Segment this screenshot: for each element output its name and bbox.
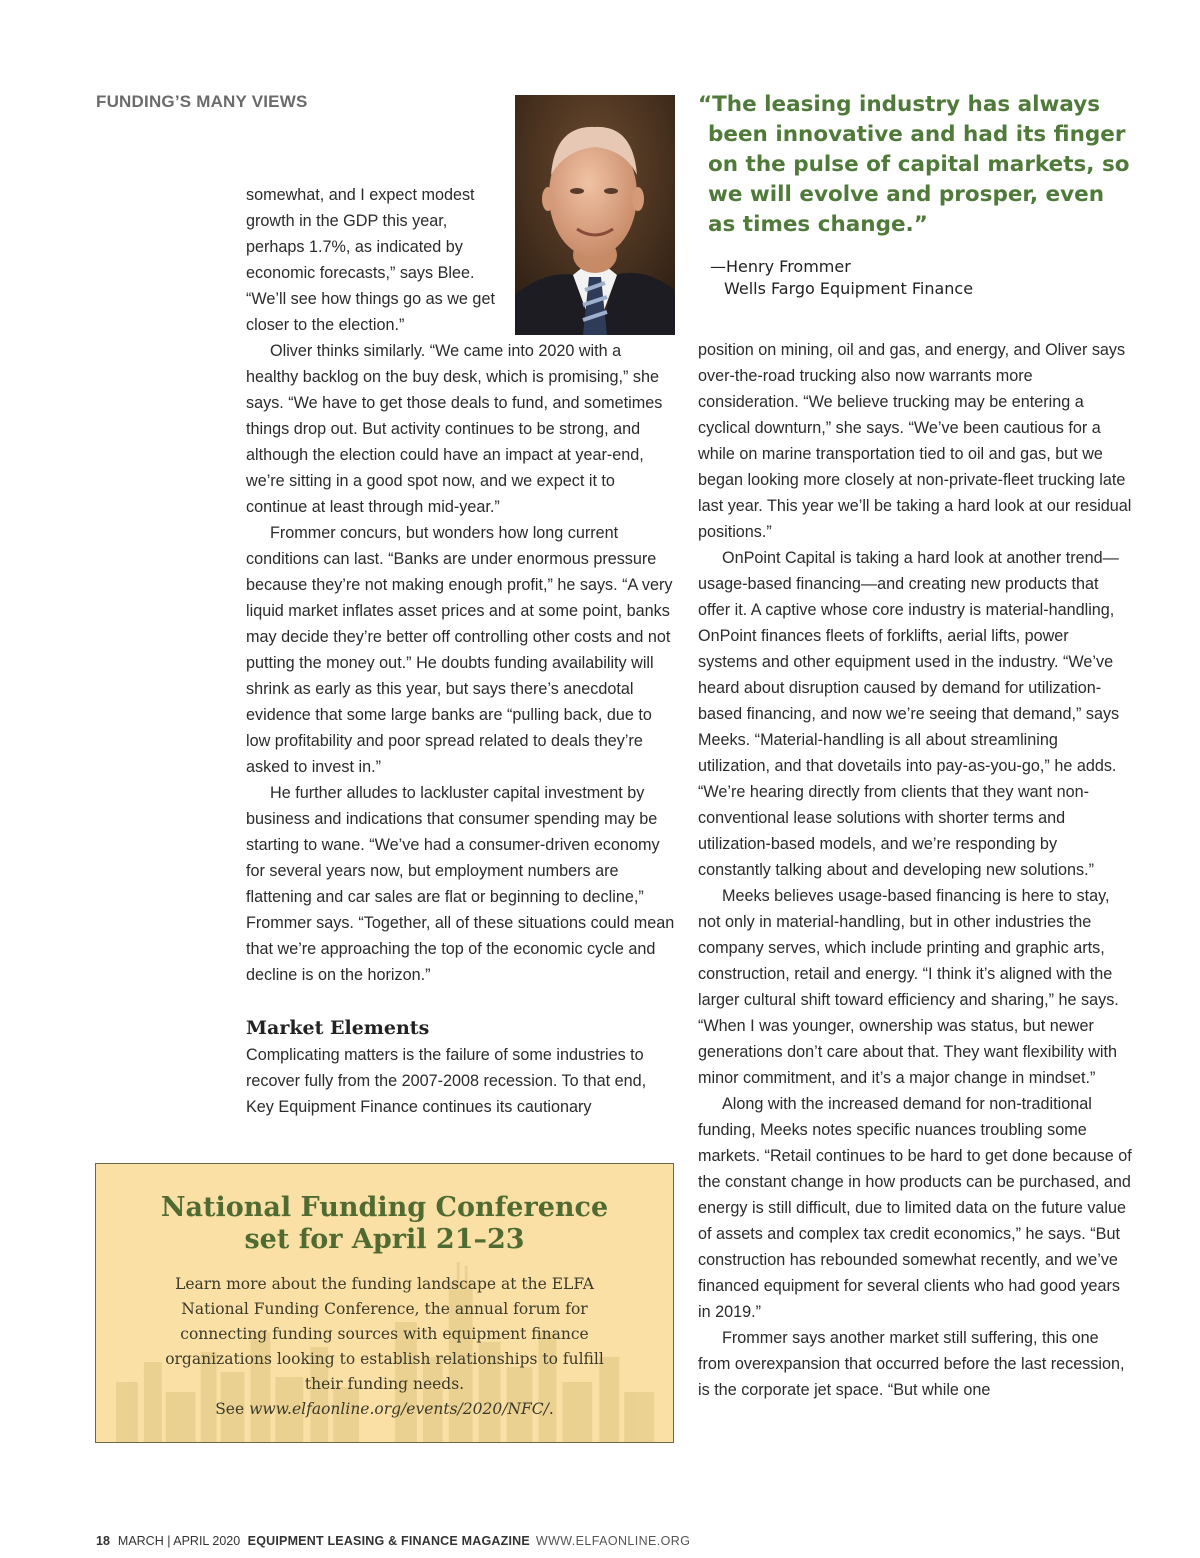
body-paragraph: He further alludes to lackluster capital investment by business and indications that consumer spending may be starting to wane. “We’ve had a consumer-driven economy for several years now, but employment numbers are flattening and car sales are flat or beginning to decline,” Frommer says. “Together, all of these situations could mean that we’re approaching the top of the economic cycle and decline is on the horizon.”: [246, 784, 675, 984]
body-paragraph: Along with the increased demand for non-traditional funding, Meeks notes specific nuances troubling some markets. “Retail continues to be hard to get done because of the constant change in how products can be purchased, and energy is still difficult, due to limited data on the future value of assets and complex tax credit economics,” he says. “But construction has rebounded somewhat recently, and we’ve financed equipment for several clients who had good years in 2019.”: [698, 1095, 1132, 1321]
conference-sidebar: [95, 1163, 674, 1443]
body-paragraph: Meeks believes usage-based financing is here to stay, not only in material-handling, but in other industries the company serves, which include printing and graphic arts, construction, retail and energy. “I think it’s aligned with the larger cultural shift toward efficiency and sharing,” he says. “When I was younger, ownership was status, but newer generations don’t care about that. They want flexibility with minor commitment, and it’s a major change in mindset.”: [698, 887, 1119, 1087]
section-label: FUNDING’S MANY VIEWS: [96, 92, 308, 111]
left-column: [246, 182, 676, 1120]
right-column: [698, 337, 1132, 1403]
magazine-title: EQUIPMENT LEASING & FINANCE MAGAZINE: [247, 1534, 530, 1548]
body-paragraph: OnPoint Capital is taking a hard look at another trend—usage-based financing—and creating new products that offer it. A captive whose core industry is material-handling, OnPoint finances fleets of forklifts, aerial lifts, power systems and other equipment used in the industry. “We’ve heard about disruption caused by demand for utilization-based financing, and now we’re seeing that demand,” says Meeks. “Material-handling is all about streamlining utilization, and that dovetails into pay-as-you-go,” he adds. “We’re hearing directly from clients that they want non-conventional lease solutions with shorter terms and utilization-based models, and we’re responding by constantly talking about and developing new solutions.”: [698, 549, 1120, 879]
see-label: See: [215, 1400, 245, 1418]
pull-quote: [698, 90, 1138, 240]
sidebar-title-line-2: set for April 21–23: [244, 1224, 525, 1255]
subhead-market-elements: Market Elements: [246, 1017, 430, 1039]
page-number: 18: [96, 1534, 110, 1548]
attribution-name: —Henry Frommer: [710, 257, 851, 276]
body-paragraph: Frommer says another market still suffering, this one from overexpansion that occurred before the last recession, is the corporate jet space. “But while one: [698, 1329, 1125, 1399]
attribution-org: Wells Fargo Equipment Finance: [724, 279, 974, 298]
sidebar-title: [96, 1192, 673, 1256]
body-paragraph: position on mining, oil and gas, and energy, and Oliver says over-the-road trucking also now warrants more consideration. “We believe trucking may be entering a cyclical downturn,” she says. “We’ve been cautious for a while on marine transportation tied to oil and gas, but we began looking more closely at non-private-fleet trucking late last year. This year we’ll be taking a hard look at our residual positions.”: [698, 341, 1132, 541]
body-paragraph: Complicating matters is the failure of some industries to recover fully from the 2007-2008 recession. To that end, Key Equipment Finance continues its cautionary: [246, 1046, 647, 1116]
page-footer: [96, 1534, 690, 1548]
link-period: .: [548, 1400, 554, 1418]
sidebar-link-line: [96, 1397, 673, 1422]
sidebar-body-text: Learn more about the funding landscape at the ELFA National Funding Conference, the annual forum for connecting funding sources with equipment finance organizations looking to establish relationships to fulfill their funding needs.: [165, 1275, 604, 1393]
body-paragraph: somewhat, and I expect modest growth in the GDP this year, perhaps 1.7%, as indicated by economic forecasts,” says Blee. “We’ll see how things go as we get closer to the election.”: [246, 186, 495, 334]
footer-url[interactable]: WWW.ELFAONLINE.ORG: [535, 1534, 691, 1548]
body-paragraph: Oliver thinks similarly. “We came into 2020 with a healthy backlog on the buy desk, which is promising,” she says. “We have to get those deals to fund, and sometimes things drop out. But activity continues to be strong, and although the election could have an impact at year-end, we’re sitting in a good spot now, and we expect it to continue at least through mid-year.”: [246, 342, 663, 516]
pull-quote-attribution: [710, 256, 1140, 300]
conference-link[interactable]: www.elfaonline.org/events/2020/NFC/: [249, 1400, 549, 1418]
sidebar-body: [96, 1272, 673, 1422]
body-paragraph: Frommer concurs, but wonders how long current conditions can last. “Banks are under enormous pressure because they’re not making enough profit,” he says. “A very liquid market inflates asset prices and at some point, banks may decide they’re better off controlling other costs and not putting the money out.” He doubts funding availability will shrink as early as this year, but says there’s anecdotal evidence that some large banks are “pulling back, due to low profitability and poor spread related to deals they’re asked to invest in.”: [246, 524, 673, 776]
sidebar-title-line-1: National Funding Conference: [160, 1192, 609, 1223]
issue-date: MARCH | APRIL 2020: [117, 1534, 241, 1548]
pull-quote-text: “The leasing industry has always been innovative and had its finger on the pulse of capital markets, so we will evolve and prosper, even as times change.”: [698, 92, 1130, 237]
